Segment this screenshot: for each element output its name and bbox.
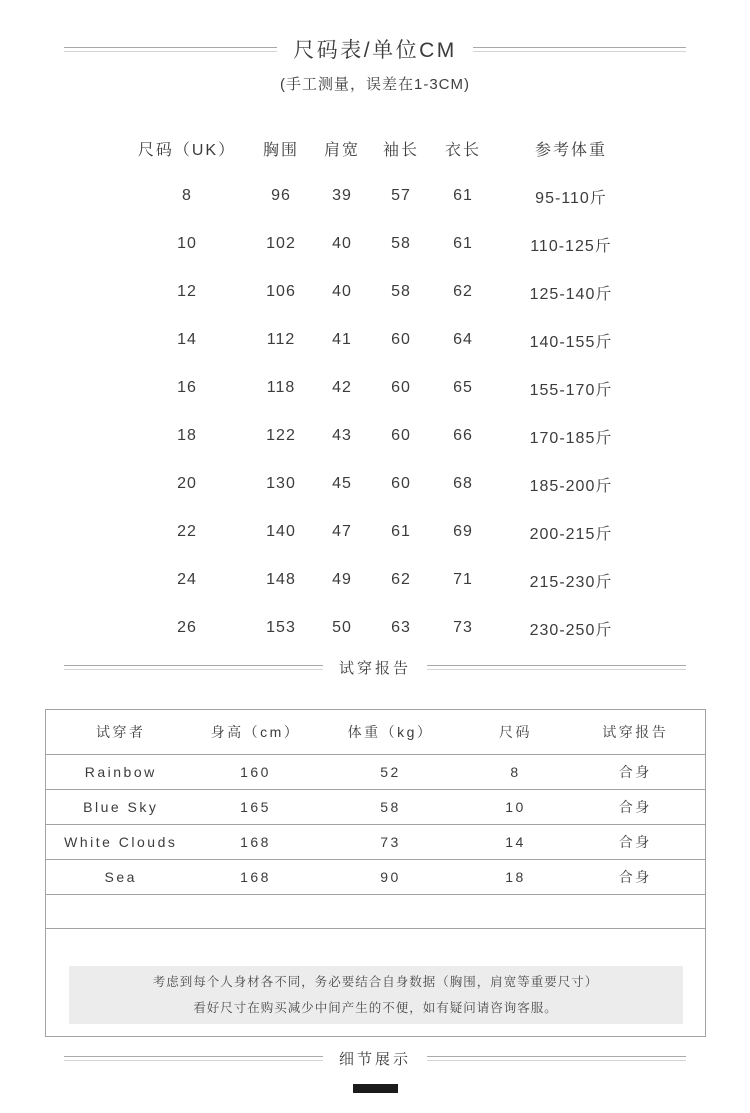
table-row bbox=[128, 556, 650, 604]
table-cell: 118 bbox=[266, 379, 296, 396]
table-cell: 合身 bbox=[618, 799, 652, 815]
table-cell: 96 bbox=[271, 187, 291, 204]
table-row bbox=[46, 825, 706, 860]
fit-report-heading: 试穿报告 bbox=[339, 660, 412, 677]
table-cell: 63 bbox=[391, 619, 411, 636]
table-cell: White Clouds bbox=[64, 834, 178, 850]
table-cell: 40 bbox=[332, 283, 352, 300]
table-cell: 42 bbox=[332, 379, 352, 396]
table-cell: Rainbow bbox=[84, 764, 157, 780]
title-heading-row bbox=[64, 34, 686, 64]
table-row bbox=[128, 316, 650, 364]
table-cell: 73 bbox=[453, 619, 473, 636]
table-cell: 140-155斤 bbox=[529, 333, 613, 351]
table-cell: 165 bbox=[240, 799, 271, 815]
table-cell: 125-140斤 bbox=[529, 285, 613, 303]
table-cell: 8 bbox=[510, 764, 521, 780]
table-cell: 62 bbox=[391, 571, 411, 588]
title-rule-right-line bbox=[473, 47, 686, 52]
table-row bbox=[46, 755, 706, 790]
table-cell: 12 bbox=[177, 283, 197, 300]
column-header: 体重（kg） bbox=[347, 724, 434, 740]
fit-report-heading-row bbox=[64, 657, 686, 678]
table-row bbox=[128, 172, 650, 220]
size-table-header-row bbox=[128, 124, 650, 172]
detail-divider-bar bbox=[353, 1084, 398, 1093]
table-cell: 45 bbox=[332, 475, 352, 492]
sizing-advice-line-1: 考虑到每个人身材各不同，务必要结合自身数据（胸围，肩宽等重要尺寸） bbox=[152, 975, 599, 989]
table-cell: 215-230斤 bbox=[529, 573, 613, 591]
table-row bbox=[128, 508, 650, 556]
table-cell: 60 bbox=[391, 331, 411, 348]
spacer-row bbox=[46, 895, 706, 929]
table-cell: 65 bbox=[453, 379, 473, 396]
table-cell: 160 bbox=[240, 764, 271, 780]
table-row bbox=[128, 604, 650, 652]
table-cell: 26 bbox=[177, 619, 197, 636]
table-row bbox=[46, 790, 706, 825]
table-cell: 60 bbox=[391, 427, 411, 444]
table-cell: 112 bbox=[266, 331, 296, 348]
table-cell: 61 bbox=[453, 187, 473, 204]
note-cell bbox=[46, 929, 706, 1037]
table-cell: 10 bbox=[177, 235, 197, 252]
size-chart-page bbox=[0, 34, 750, 1113]
size-table bbox=[128, 124, 650, 652]
table-cell: 140 bbox=[266, 523, 296, 540]
table-cell: 47 bbox=[332, 523, 352, 540]
table-cell: 20 bbox=[177, 475, 197, 492]
table-row bbox=[128, 220, 650, 268]
table-cell: 122 bbox=[266, 427, 296, 444]
table-cell: 14 bbox=[177, 331, 197, 348]
detail-heading: 细节展示 bbox=[339, 1051, 412, 1068]
column-header: 尺码 bbox=[499, 724, 532, 740]
table-cell: 40 bbox=[332, 235, 352, 252]
table-cell: 95-110斤 bbox=[535, 189, 607, 207]
column-header: 身高（cm） bbox=[210, 724, 301, 740]
table-row bbox=[128, 460, 650, 508]
table-cell: 73 bbox=[380, 834, 401, 850]
table-cell: 153 bbox=[266, 619, 296, 636]
table-cell: 58 bbox=[391, 283, 411, 300]
column-header: 参考体重 bbox=[534, 141, 607, 159]
table-cell: 90 bbox=[380, 869, 401, 885]
table-cell: 185-200斤 bbox=[529, 477, 613, 495]
detail-rule-left-line bbox=[64, 1056, 323, 1061]
table-cell: Sea bbox=[104, 869, 137, 885]
table-cell: 58 bbox=[391, 235, 411, 252]
spacer-cell bbox=[46, 895, 706, 929]
table-cell: 10 bbox=[505, 799, 526, 815]
column-header: 肩宽 bbox=[323, 141, 360, 159]
table-row bbox=[128, 268, 650, 316]
table-cell: 62 bbox=[453, 283, 473, 300]
table-cell: 14 bbox=[505, 834, 526, 850]
table-cell: 合身 bbox=[618, 764, 652, 780]
table-cell: 18 bbox=[177, 427, 197, 444]
page-title: 尺码表/单位CM bbox=[293, 39, 457, 62]
table-cell: 41 bbox=[332, 331, 352, 348]
table-cell: 合身 bbox=[618, 869, 652, 885]
table-cell: Blue Sky bbox=[83, 799, 159, 815]
table-cell: 68 bbox=[453, 475, 473, 492]
fit-report-rule-left-line bbox=[64, 665, 323, 670]
table-cell: 71 bbox=[453, 571, 473, 588]
table-cell: 148 bbox=[266, 571, 296, 588]
column-header: 衣长 bbox=[444, 141, 481, 159]
table-cell: 61 bbox=[391, 523, 411, 540]
table-cell: 110-125斤 bbox=[530, 237, 612, 255]
table-cell: 49 bbox=[332, 571, 352, 588]
table-cell: 130 bbox=[266, 475, 296, 492]
table-cell: 合身 bbox=[618, 834, 652, 850]
column-header: 胸围 bbox=[262, 141, 299, 159]
title-rule-left-line bbox=[64, 47, 277, 52]
column-header: 试穿报告 bbox=[602, 724, 669, 740]
fit-report-table bbox=[45, 709, 706, 1037]
table-cell: 60 bbox=[391, 379, 411, 396]
table-cell: 106 bbox=[266, 283, 296, 300]
fit-table-footer bbox=[46, 895, 706, 1037]
fit-table-header-row bbox=[46, 710, 706, 755]
detail-heading-row bbox=[64, 1048, 686, 1069]
table-cell: 52 bbox=[380, 764, 401, 780]
table-cell: 39 bbox=[332, 187, 352, 204]
table-cell: 64 bbox=[453, 331, 473, 348]
column-header: 袖长 bbox=[382, 141, 419, 159]
column-header: 试穿者 bbox=[96, 724, 146, 740]
table-cell: 16 bbox=[177, 379, 197, 396]
table-cell: 18 bbox=[505, 869, 526, 885]
table-cell: 102 bbox=[266, 235, 296, 252]
measurement-tolerance-note: (手工测量，误差在1-3CM) bbox=[280, 76, 470, 93]
column-header: 尺码（UK） bbox=[137, 141, 237, 159]
table-cell: 43 bbox=[332, 427, 352, 444]
note-row bbox=[46, 929, 706, 1037]
table-cell: 58 bbox=[380, 799, 401, 815]
table-row bbox=[128, 412, 650, 460]
table-cell: 61 bbox=[453, 235, 473, 252]
detail-rule-right-line bbox=[427, 1056, 686, 1061]
table-row bbox=[46, 860, 706, 895]
table-cell: 230-250斤 bbox=[529, 621, 613, 639]
table-cell: 200-215斤 bbox=[529, 525, 613, 543]
table-row bbox=[128, 364, 650, 412]
table-cell: 168 bbox=[240, 869, 271, 885]
fit-table-body bbox=[46, 755, 706, 895]
fit-report-rule-right-line bbox=[427, 665, 686, 670]
table-cell: 155-170斤 bbox=[529, 381, 613, 399]
table-cell: 57 bbox=[391, 187, 411, 204]
table-cell: 24 bbox=[177, 571, 197, 588]
table-cell: 66 bbox=[453, 427, 473, 444]
size-table-body bbox=[128, 172, 650, 652]
table-cell: 69 bbox=[453, 523, 473, 540]
sizing-advice-line-2: 看好尺寸在购买减少中间产生的不便，如有疑问请咨询客服。 bbox=[193, 1001, 558, 1015]
table-cell: 168 bbox=[240, 834, 271, 850]
sizing-advice-note-box bbox=[69, 966, 683, 1024]
table-cell: 170-185斤 bbox=[529, 429, 613, 447]
table-cell: 60 bbox=[391, 475, 411, 492]
table-cell: 8 bbox=[182, 187, 192, 204]
table-cell: 50 bbox=[332, 619, 352, 636]
table-cell: 22 bbox=[177, 523, 197, 540]
